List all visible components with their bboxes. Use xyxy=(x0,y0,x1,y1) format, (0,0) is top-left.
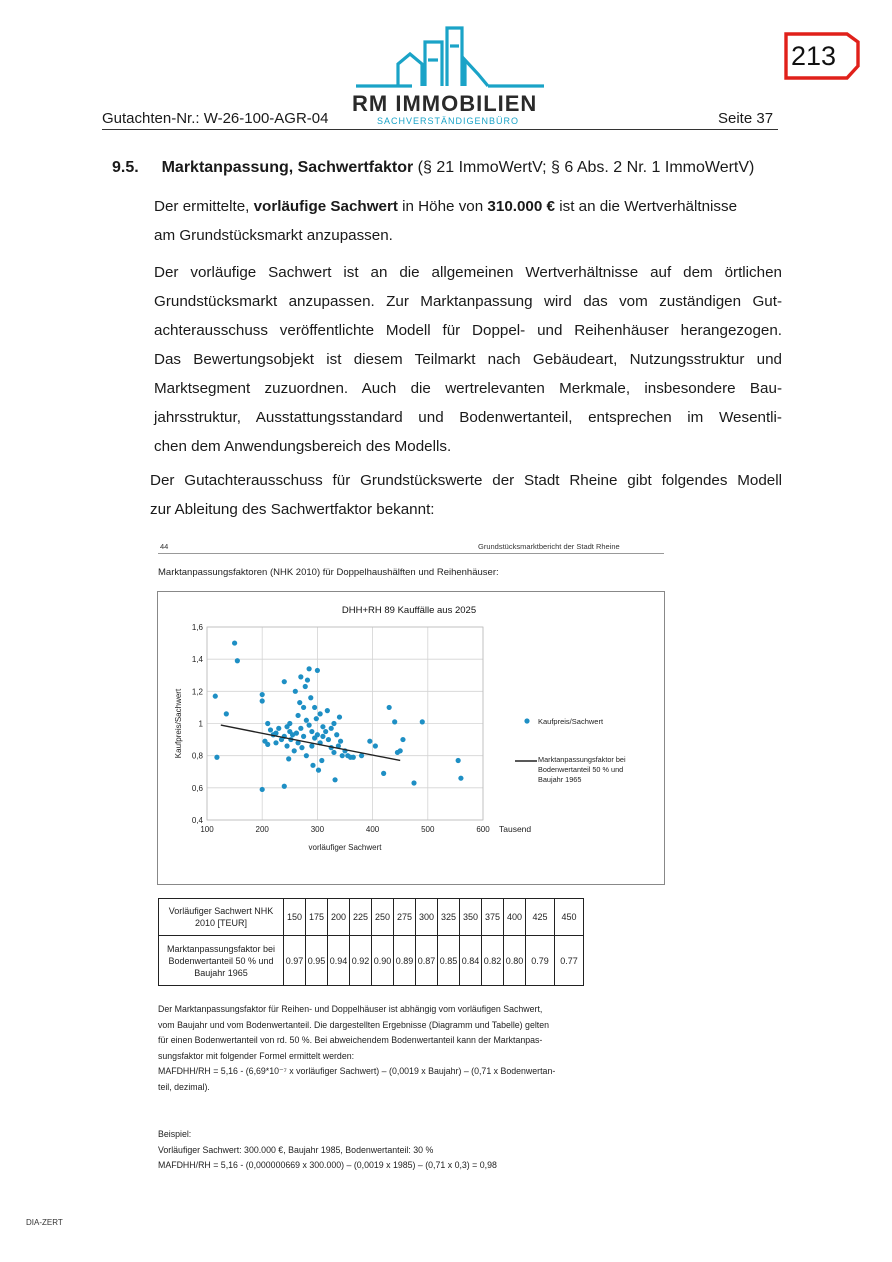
data-point xyxy=(213,694,218,699)
example-line: Vorläufiger Sachwert: 300.000 €, Baujahr 1985, Bodenwertanteil: 30 % xyxy=(158,1144,434,1155)
data-point xyxy=(224,711,229,716)
data-point xyxy=(273,740,278,745)
data-point xyxy=(329,726,334,731)
data-point xyxy=(308,695,313,700)
data-point xyxy=(316,768,321,773)
data-point xyxy=(458,776,463,781)
data-point xyxy=(338,739,343,744)
legend-marker-scatter xyxy=(524,718,529,723)
page-stamp-number: 213 xyxy=(791,41,837,71)
y-tick-label: 1,4 xyxy=(191,655,203,665)
table-cell: 250 xyxy=(372,899,394,936)
data-point xyxy=(373,743,378,748)
data-point xyxy=(392,719,397,724)
data-point xyxy=(268,727,273,732)
data-point xyxy=(332,777,337,782)
data-point xyxy=(287,721,292,726)
notes-line: für einen Bodenwertanteil von rd. 50 %. Bei abweichendem Bodenwertanteil kann der Marktanpas- xyxy=(158,1035,543,1046)
y-tick-label: 0,8 xyxy=(191,751,203,761)
data-point xyxy=(326,737,331,742)
data-point xyxy=(276,726,281,731)
data-point xyxy=(294,731,299,736)
data-point xyxy=(304,753,309,758)
x-tick-label: 600 xyxy=(476,825,490,834)
data-point xyxy=(299,745,304,750)
data-point xyxy=(286,756,291,761)
data-point xyxy=(420,719,425,724)
data-point xyxy=(340,753,345,758)
p1-text-e: ist an die Wertverhältnisse xyxy=(555,198,738,215)
data-point xyxy=(319,758,324,763)
table-row xyxy=(159,936,584,986)
footer-mark: DIA-ZERT xyxy=(26,1218,63,1227)
scan-page-number: 44 xyxy=(160,542,169,551)
header-rule xyxy=(102,129,778,130)
data-point xyxy=(301,734,306,739)
section-reference: (§ 21 ImmoWertV; § 6 Abs. 2 Nr. 1 ImmoWertV) xyxy=(417,159,755,176)
data-point xyxy=(214,755,219,760)
table-cell: 0.90 xyxy=(372,936,394,986)
table-cell: 375 xyxy=(482,899,504,936)
y-axis-label: Kaufpreis/Sachwert xyxy=(174,688,183,759)
table-cell: 0.92 xyxy=(350,936,372,986)
table-cell: 300 xyxy=(416,899,438,936)
data-point xyxy=(309,729,314,734)
scan-source: Grundstücksmarktbericht der Stadt Rheine xyxy=(478,542,620,551)
p1-line-2: am Grundstücksmarkt anzupassen. xyxy=(154,227,393,244)
data-point xyxy=(298,726,303,731)
table-cell: 0.87 xyxy=(416,936,438,986)
table-cell: 325 xyxy=(438,899,460,936)
data-point xyxy=(320,724,325,729)
example-line: MAFDHH/RH = 5,16 - (0,000000669 x 300.000) – (0,0019 x 1985) – (0,71 x 0,3) = 0,98 xyxy=(158,1160,497,1171)
data-point xyxy=(260,787,265,792)
data-point xyxy=(298,674,303,679)
data-point xyxy=(337,714,342,719)
data-point xyxy=(411,780,416,785)
data-point xyxy=(314,716,319,721)
legend-label-line xyxy=(538,755,626,784)
table-cell: 275 xyxy=(394,899,416,936)
legend-label-line-part: Baujahr 1965 xyxy=(538,775,582,784)
p1-bold-amount: 310.000 € xyxy=(487,198,555,215)
notes-line: vom Baujahr und vom Bodenwertanteil. Die dargestellten Ergebnisse (Diagramm und Tabelle) gelten xyxy=(158,1019,550,1030)
table-cell: 0.80 xyxy=(504,936,526,986)
data-point xyxy=(309,743,314,748)
data-point xyxy=(387,705,392,710)
data-point xyxy=(331,750,336,755)
page-number: Seite 37 xyxy=(718,110,774,127)
legend-label-line-part: Bodenwertanteil 50 % und xyxy=(538,765,624,774)
p2-line: jahrsstruktur, Ausstattungsstandard und Bodenwertanteil, entsprechen im Wesentli- xyxy=(154,409,782,426)
data-point xyxy=(312,705,317,710)
notes-line: sungsfaktor mit folgender Formel ermittelt werden: xyxy=(158,1050,355,1061)
data-point xyxy=(282,784,287,789)
data-point xyxy=(320,734,325,739)
data-point xyxy=(400,737,405,742)
x-tick-label: 100 xyxy=(200,825,214,834)
data-point xyxy=(315,668,320,673)
x-tick-label: 200 xyxy=(255,825,269,834)
data-point xyxy=(367,739,372,744)
paragraph-3 xyxy=(150,466,782,524)
factor-table xyxy=(158,898,584,986)
table-cell: 0.77 xyxy=(555,936,584,986)
table-cell: 150 xyxy=(284,899,306,936)
notes-block xyxy=(158,1002,668,1096)
table-cell: 0.79 xyxy=(526,936,555,986)
formula-line: MAFDHH/RH = 5,16 - (6,69*10⁻⁷ x vorläufiger Sachwert) – (0,0019 x Baujahr) – (0,71 x Bodenwertan- xyxy=(158,1066,556,1077)
table-row xyxy=(159,899,584,936)
table-row-label: Marktanpassungsfaktor bei Bodenwertanteil 50 % und Baujahr 1965 xyxy=(159,936,284,986)
table-cell: 0.85 xyxy=(438,936,460,986)
data-point xyxy=(282,679,287,684)
x-unit-label: Tausend xyxy=(499,824,532,834)
data-point xyxy=(323,729,328,734)
p2-line: Das Bewertungsobjekt ist diesem Teilmarkt nach Gebäudeart, Nutzungsstruktur und xyxy=(154,351,782,368)
data-point xyxy=(307,666,312,671)
x-tick-label: 400 xyxy=(365,825,380,834)
example-block xyxy=(158,1127,668,1174)
legend-label-line-part: Marktanpassungsfaktor bei xyxy=(538,755,626,764)
data-point xyxy=(292,748,297,753)
table-cell: 0.97 xyxy=(284,936,306,986)
p1-text-c: in Höhe von xyxy=(397,198,488,215)
y-tick-label: 1,6 xyxy=(191,623,203,632)
p3-line: zur Ableitung des Sachwertfaktor bekannt: xyxy=(150,501,435,518)
data-point xyxy=(295,713,300,718)
p3-line: Der Gutachterausschuss für Grundstückswerte der Stadt Rheine gibt folgendes Modell xyxy=(150,472,782,489)
data-point xyxy=(325,708,330,713)
notes-line: Der Marktanpassungsfaktor für Reihen- und Doppelhäuser ist abhängig vom vorläufigen Sachwert, xyxy=(158,1004,543,1014)
table-cell: 400 xyxy=(504,899,526,936)
data-point xyxy=(232,640,237,645)
y-tick-label: 1,2 xyxy=(191,687,203,697)
paragraph-2 xyxy=(154,258,782,461)
data-point xyxy=(305,677,310,682)
table-cell: 0.82 xyxy=(482,936,504,986)
data-point xyxy=(351,755,356,760)
x-tick-label: 300 xyxy=(310,825,325,834)
data-point xyxy=(307,723,312,728)
data-point xyxy=(331,721,336,726)
table-cell: 0.84 xyxy=(460,936,482,986)
scan-header-rule xyxy=(158,553,664,554)
data-point xyxy=(398,748,403,753)
x-tick-label: 500 xyxy=(421,825,435,834)
y-tick-label: 1 xyxy=(198,719,203,729)
scan-caption: Marktanpassungsfaktoren (NHK 2010) für Doppelhaushälften und Reihenhäuser: xyxy=(158,567,499,578)
data-point xyxy=(304,718,309,723)
data-point xyxy=(297,700,302,705)
section-number: 9.5. xyxy=(112,159,139,176)
p2-line: achterausschuss veröffentlichte Modell für Doppel- und Reihenhäuser herangezogen. xyxy=(154,322,782,339)
report-number: Gutachten-Nr.: W-26-100-AGR-04 xyxy=(102,110,329,127)
y-tick-label: 0,6 xyxy=(191,783,203,793)
data-point xyxy=(235,658,240,663)
data-point xyxy=(301,705,306,710)
y-tick-label: 0,4 xyxy=(191,816,203,825)
p1-bold-value-label: vorläufige Sachwert xyxy=(253,198,398,215)
p2-line: Marktsegment zuzuordnen. Auch die wertrelevanten Merkmale, insbesondere Bau- xyxy=(154,380,782,397)
table-cell: 0.89 xyxy=(394,936,416,986)
data-point xyxy=(265,721,270,726)
brand-subtitle: SACHVERSTÄNDIGENBÜRO xyxy=(377,116,520,126)
section-heading xyxy=(112,159,754,177)
company-logo xyxy=(352,20,547,92)
data-point xyxy=(318,711,323,716)
data-point xyxy=(260,692,265,697)
data-point xyxy=(381,771,386,776)
table-cell: 350 xyxy=(460,899,482,936)
legend-label-scatter: Kaufpreis/Sachwert xyxy=(538,717,604,726)
table-cell: 450 xyxy=(555,899,584,936)
section-title: Marktanpassung, Sachwertfaktor xyxy=(161,159,414,176)
p2-line: Grundstücksmarkt anzupassen. Zur Marktanpassung wird das vom zuständigen Gut- xyxy=(154,293,782,310)
data-point xyxy=(334,732,339,737)
data-point xyxy=(310,763,315,768)
table-cell: 0.94 xyxy=(328,936,350,986)
table-cell: 175 xyxy=(306,899,328,936)
chart-legend xyxy=(515,717,626,784)
chart-title: DHH+RH 89 Kauffälle aus 2025 xyxy=(341,605,477,616)
data-point xyxy=(456,758,461,763)
p2-line: chen dem Anwendungsbereich des Modells. xyxy=(154,438,452,455)
scatter-chart xyxy=(157,591,665,885)
data-point xyxy=(315,732,320,737)
table-row-label: Vorläufiger Sachwert NHK 2010 [TEUR] xyxy=(159,899,284,936)
chart-axes xyxy=(174,623,531,852)
formula-line: teil, dezimal). xyxy=(158,1081,210,1092)
p1-text-a: Der ermittelte, xyxy=(154,198,254,215)
chart-grid xyxy=(207,627,483,820)
data-point xyxy=(260,698,265,703)
data-point xyxy=(293,689,298,694)
chart-points xyxy=(213,640,464,792)
table-cell: 200 xyxy=(328,899,350,936)
brand-name: RM IMMOBILIEN xyxy=(352,91,538,116)
paragraph-1 xyxy=(154,192,782,250)
table-cell: 225 xyxy=(350,899,372,936)
data-point xyxy=(265,742,270,747)
data-point xyxy=(303,684,308,689)
data-point xyxy=(284,743,289,748)
table-cell: 0.95 xyxy=(306,936,328,986)
p2-line: Der vorläufige Sachwert ist an die allgemeinen Wertverhältnisse auf dem örtlichen xyxy=(154,264,782,281)
x-axis-label: vorläufiger Sachwert xyxy=(308,843,382,852)
example-heading: Beispiel: xyxy=(158,1129,192,1139)
table-cell: 425 xyxy=(526,899,555,936)
